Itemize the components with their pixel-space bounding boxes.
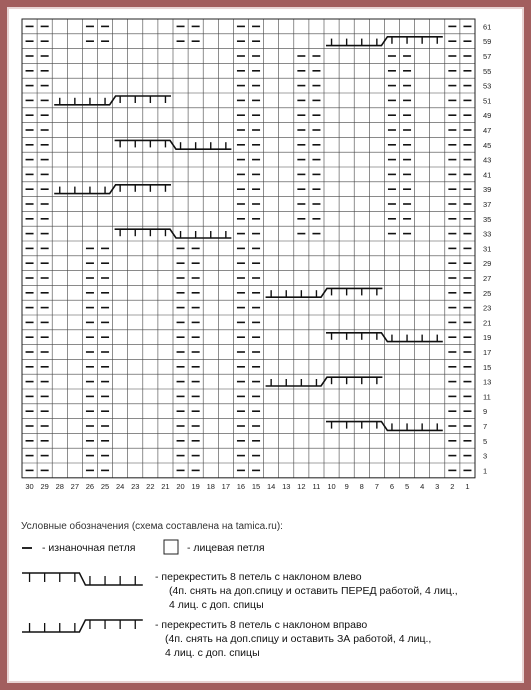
column-number: 7 (374, 481, 379, 491)
column-number: 27 (70, 481, 80, 491)
legend-cable-left-note-1: (4п. снять на доп.спицу и оставить ПЕРЕД работой, 4 лиц., (169, 585, 458, 597)
row-number: 35 (483, 214, 492, 224)
column-number: 10 (327, 481, 336, 491)
column-number: 18 (206, 481, 215, 491)
column-number: 14 (266, 481, 276, 491)
chart-paper (7, 7, 524, 683)
row-number: 25 (483, 288, 492, 298)
column-number: 9 (344, 481, 349, 491)
row-number: 51 (483, 96, 492, 106)
row-number: 11 (483, 392, 491, 402)
row-number: 3 (483, 451, 488, 461)
row-number: 5 (483, 436, 488, 446)
row-number: 19 (483, 333, 492, 343)
row-number: 29 (483, 259, 492, 269)
row-number: 13 (483, 377, 492, 387)
column-number: 21 (161, 481, 170, 491)
column-number: 13 (282, 481, 291, 491)
row-number: 53 (483, 81, 492, 91)
column-number: 11 (312, 481, 321, 491)
row-number: 55 (483, 66, 492, 76)
legend-knit-label: - лицевая петля (187, 542, 265, 554)
row-number: 39 (483, 185, 492, 195)
column-number: 3 (435, 481, 440, 491)
row-number: 49 (483, 111, 492, 121)
row-number: 21 (483, 318, 492, 328)
column-number: 22 (146, 481, 155, 491)
column-number: 17 (221, 481, 231, 491)
column-number: 24 (115, 481, 125, 491)
row-number: 57 (483, 52, 492, 61)
column-number: 8 (359, 481, 364, 491)
row-number: 7 (483, 422, 488, 431)
column-number: 4 (420, 481, 425, 491)
row-number: 37 (483, 200, 492, 209)
legend-cable-right-note-1: (4п. снять на доп.спицу и оставить ЗА работой, 4 лиц., (165, 633, 432, 645)
row-number: 61 (483, 22, 492, 32)
row-number: 59 (483, 37, 492, 47)
legend-title: Условные обозначения (схема составлена на tamica.ru): (21, 521, 283, 532)
column-number: 29 (40, 481, 49, 491)
legend-cable-left-note-2: 4 лиц. с доп. спицы (169, 599, 264, 611)
column-number: 23 (131, 481, 140, 491)
row-number: 15 (483, 362, 492, 372)
column-number: 30 (25, 481, 34, 491)
legend-cable-right-label: - перекрестить 8 петель с наклоном вправо (155, 619, 368, 631)
column-number: 2 (450, 481, 455, 491)
legend-cable-right-symbol-line (22, 620, 143, 632)
column-number: 25 (100, 481, 110, 491)
legend-knit-symbol (164, 540, 178, 554)
row-number: 33 (483, 229, 492, 239)
column-number: 16 (236, 481, 246, 491)
row-number: 47 (483, 126, 492, 135)
column-number: 15 (251, 481, 261, 491)
row-number: 31 (483, 244, 492, 254)
legend-purl-label: - изнаночная петля (42, 542, 136, 554)
row-number: 45 (483, 140, 492, 150)
column-number: 20 (176, 481, 185, 491)
row-number: 1 (483, 466, 488, 476)
row-number: 27 (483, 274, 492, 283)
legend-cable-right-note-2: 4 лиц. с доп. спицы (165, 647, 260, 659)
row-number: 17 (483, 348, 492, 357)
legend-cable-left-symbol-line (22, 573, 143, 585)
column-number: 1 (465, 481, 470, 491)
row-number: 9 (483, 407, 488, 417)
column-number: 5 (404, 481, 410, 491)
row-number: 41 (483, 170, 492, 180)
column-number: 6 (389, 481, 395, 491)
legend-cable-left-label: - перекрестить 8 петель с наклоном влево (155, 571, 362, 583)
column-number: 12 (297, 481, 306, 491)
column-number: 28 (55, 481, 64, 491)
column-number: 19 (191, 481, 200, 491)
column-number: 26 (85, 481, 95, 491)
row-number: 43 (483, 155, 492, 165)
row-number: 23 (483, 303, 492, 313)
